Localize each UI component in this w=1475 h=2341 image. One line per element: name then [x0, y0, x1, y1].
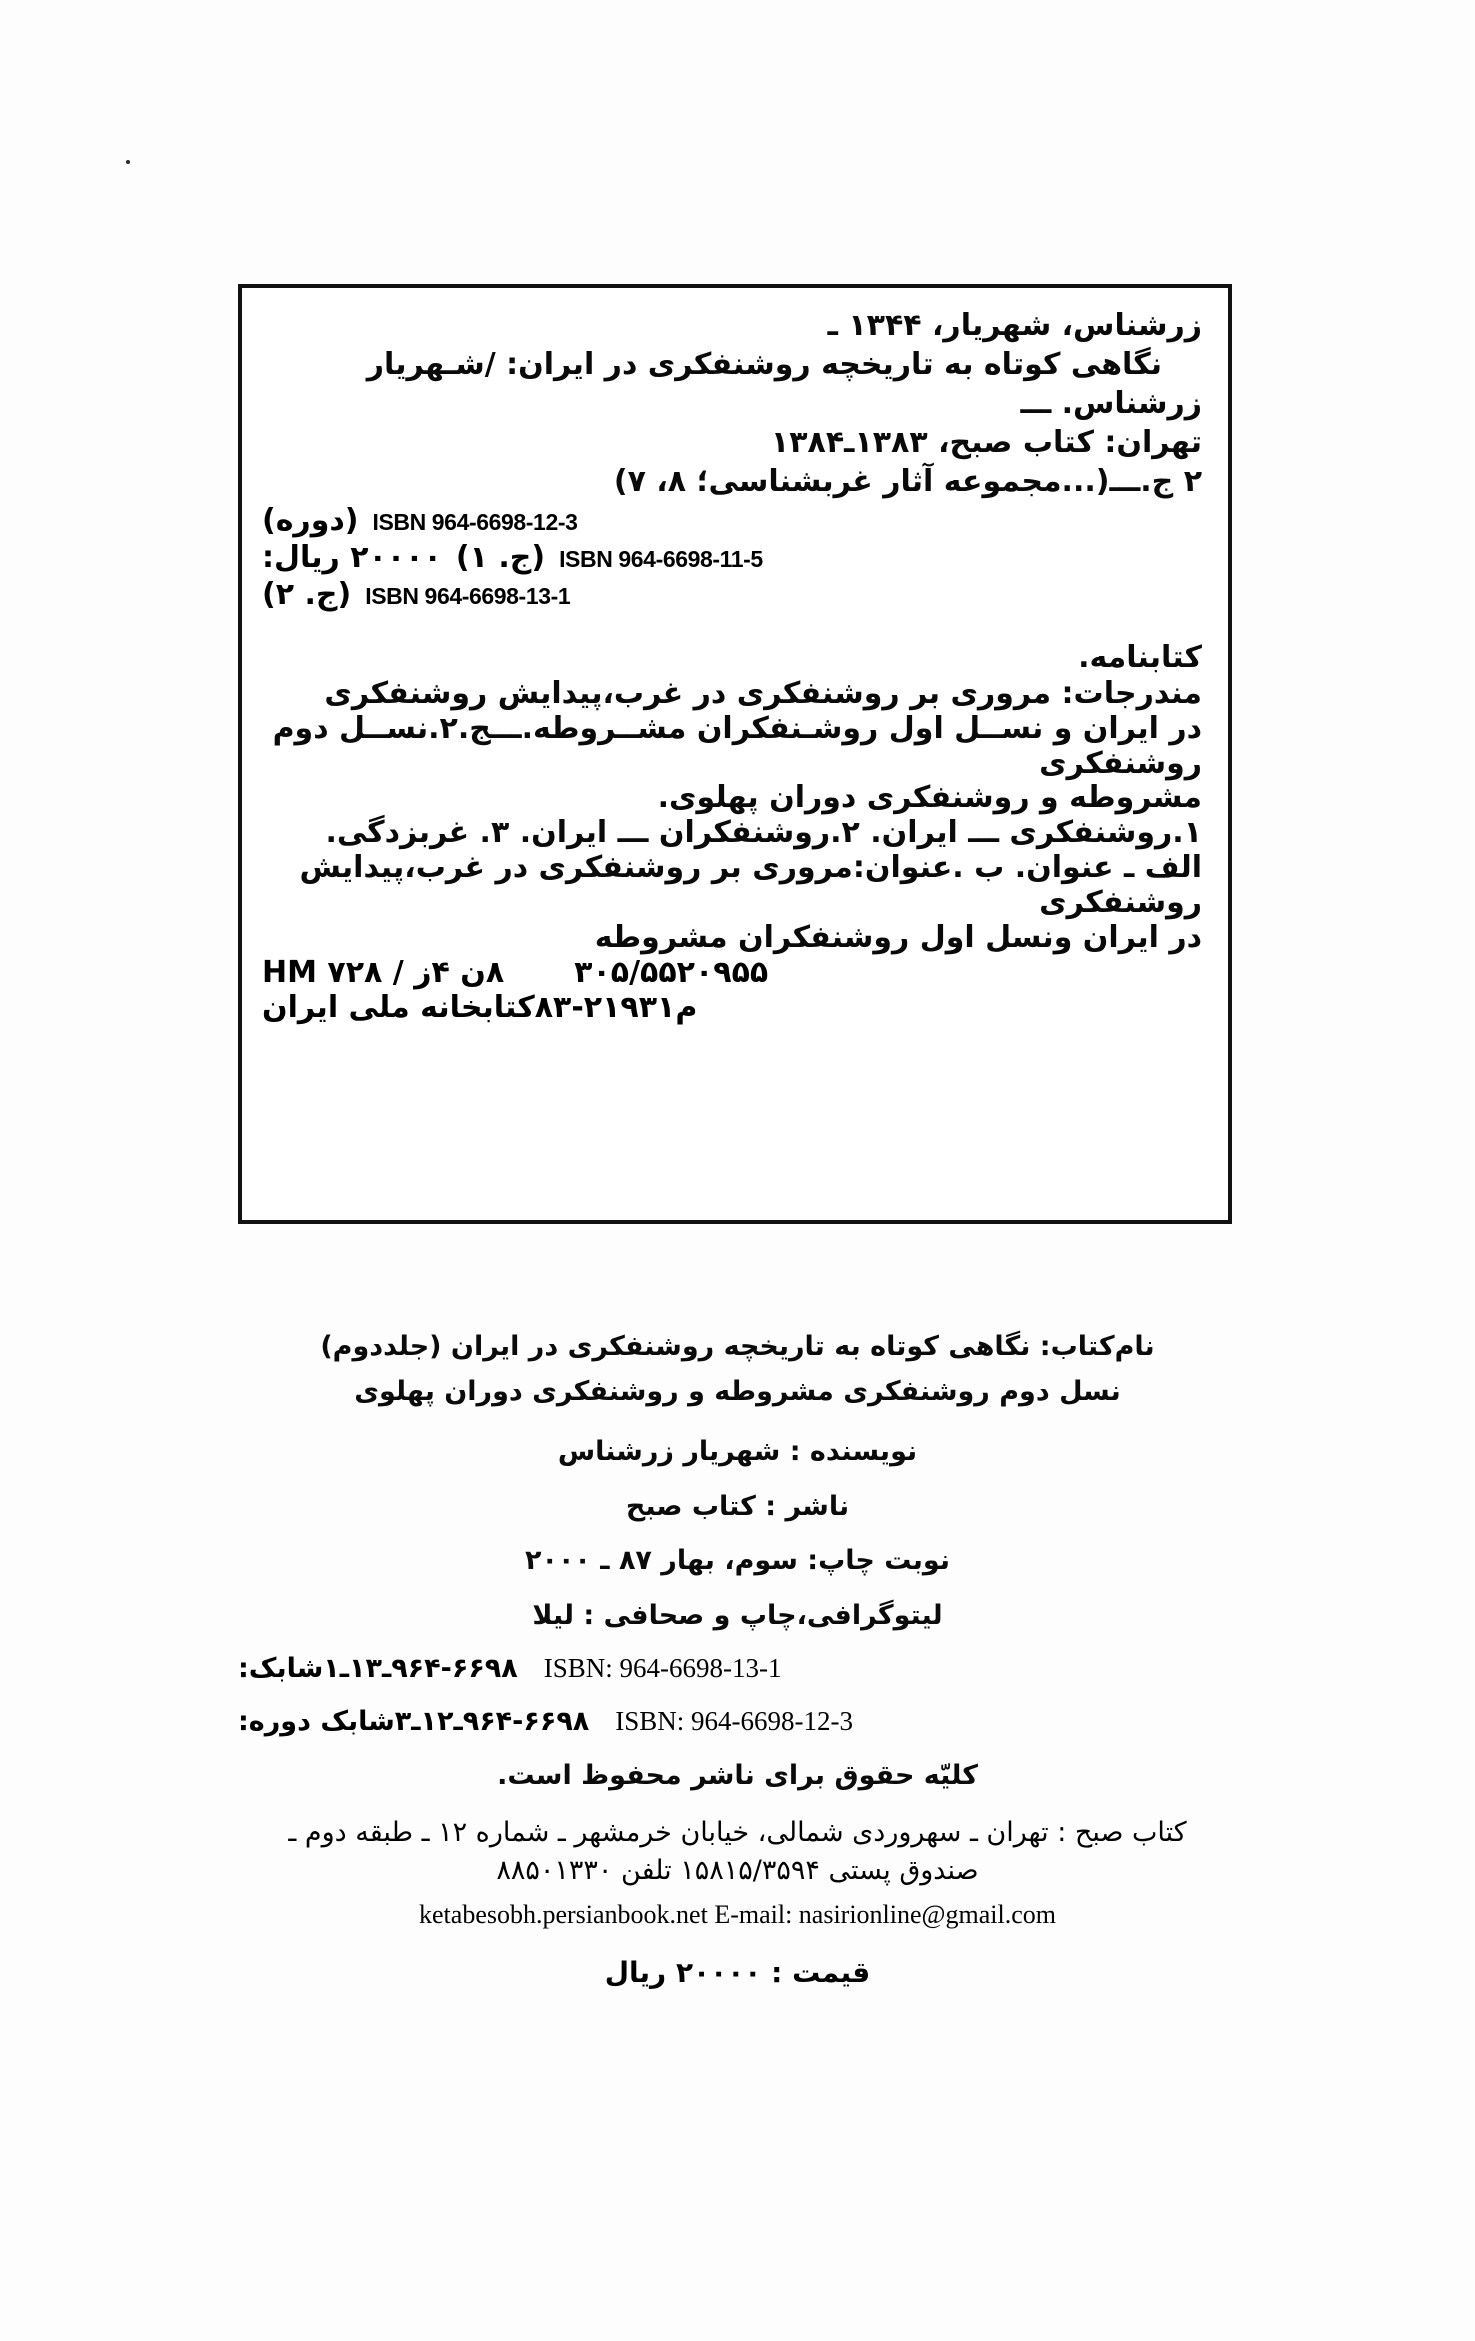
cip-imprint: تهران: کتاب صبح، ۱۳۸۳ـ۱۳۸۴ [770, 425, 1202, 460]
cip-bibliography-note: کتابنامه. [1078, 640, 1202, 675]
colophon-shabak-set-label: شابک دوره: [238, 1706, 395, 1738]
colophon-shabak-label: شابک: [238, 1653, 324, 1685]
colophon-block [238, 1330, 1237, 1989]
cip-added-entry-line-3: در ایران ونسل اول روشنفکران مشروطه [594, 919, 1202, 955]
cip-isbn-volume1-row [262, 540, 1202, 575]
colophon-book-title: نام‌کتاب: نگاهی کوتاه به تاریخچه روشنفکری در ایران (جلددوم) [320, 1331, 1155, 1362]
cip-series-statement: ۲ ج.ـــ(...مجموعه آثار غربشناسی؛ ۸، ۷) [613, 464, 1202, 499]
colophon-shabak-row [238, 1653, 1237, 1684]
cip-added-entry-line-1: الف ـ عنوان. ب .عنوان:مروری بر روشنفکری در غرب،پیدایش [299, 849, 1202, 885]
cip-isbn-volume1-qualifier: (ج. ۱) [455, 540, 546, 575]
cip-isbn-volume2-qualifier: (ج. ۲) [262, 577, 352, 612]
cip-added-entry-line-2: روشنفکری [1039, 884, 1202, 920]
colophon-address-line-1: کتاب صبح : تهران ـ سهروردی شمالی، خیابان خرمشهر ـ شماره ۱۲ ـ طبقه دوم ـ [288, 1816, 1187, 1848]
colophon-web-email: ketabesobh.persianbook.net E-mail: nasirionline@gmail.com [419, 1900, 1056, 1930]
cip-isbn-volume1-number: ISBN 964-6698-11-5 [559, 546, 763, 572]
colophon-shabak-set-row [238, 1706, 1237, 1737]
colophon-publisher: ناشر : کتاب صبح [625, 1490, 850, 1522]
cip-cataloging-box [238, 284, 1232, 1224]
cip-national-library-label: کتابخانه ملی ایران [262, 990, 535, 1026]
colophon-price: قیمت : ۲۰۰۰۰ ریال [604, 1956, 871, 1990]
cip-isbn-set-number: ISBN 964-6698-12-3 [372, 509, 578, 535]
colophon-book-subtitle: نسل دوم روشنفکری مشروطه و روشنفکری دوران پهلوی [354, 1375, 1121, 1407]
colophon-shabak-number: ۹۶۴-۶۶۹۸ـ۱۳ـ۱ [323, 1653, 518, 1685]
cip-contents-line-1: مندرجات: مروری بر روشنفکری در غرب،پیدایش روشنفکری [324, 676, 1202, 711]
colophon-rights-statement: کلیّه حقوق برای ناشر محفوظ است. [497, 1760, 978, 1792]
cip-content [242, 288, 1228, 1220]
cip-call-number-lcc: ۸ن ۴ز / HM ۷۲۸ [262, 955, 505, 991]
cip-author-heading: زرشناس، شهریار، ۱۳۴۴ ـ [827, 308, 1202, 343]
cip-call-number-row [262, 955, 1202, 990]
colophon-lithography: لیتوگرافی،چاپ و صحافی : لیلا [532, 1599, 943, 1631]
scan-speck [126, 160, 130, 164]
cip-isbn-set-qualifier: (دوره) [262, 503, 359, 538]
colophon-shabak-isbn-latin: ISBN: 964-6698-13-1 [543, 1653, 782, 1684]
cip-call-number-dewey: ۳۰۵/۵۵۲۰۹۵۵ [574, 955, 769, 991]
cip-title-statement-continued: زرشناس. ـــ [1020, 386, 1202, 421]
colophon-edition: نوبت چاپ: سوم، بهار ۸۷ ـ ۲۰۰۰ [524, 1545, 950, 1577]
cip-isbn-volume1-price: ۲۰۰۰۰ ریال: [262, 540, 442, 575]
colophon-shabak-set-number: ۹۶۴-۶۶۹۸ـ۱۲ـ۳ [394, 1706, 590, 1738]
cip-isbn-set-row [262, 503, 1202, 538]
cip-contents-line-3: روشنفکری [1039, 745, 1202, 781]
cip-contents-line-2: در ایران و نســل اول روشـنفکران مشــروطه.ـــج.۲.نســل دوم [272, 710, 1202, 746]
cip-subject-headings: ۱.روشنفکری ـــ ایران. ۲.روشنفکران ـــ ایران. ۳. غربزدگی. [325, 815, 1202, 851]
colophon-author: نویسنده : شهریار زرشناس [557, 1436, 918, 1468]
colophon-address-line-2: صندوق پستی ۱۵۸۱۵/۳۵۹۴ تلفن ۸۸۵۰۱۳۳۰ [496, 1855, 979, 1887]
cip-national-library-row [262, 990, 1202, 1025]
cip-contents-line-4: مشروطه و روشنفکری دوران پهلوی. [657, 780, 1202, 816]
cip-registration-number: ۸۳-۲۱۹۳۱م [534, 990, 698, 1026]
colophon-shabak-set-isbn-latin: ISBN: 964-6698-12-3 [615, 1706, 854, 1737]
cip-isbn-volume2-number: ISBN 964-6698-13-1 [365, 583, 571, 609]
cip-title-statement: نگاهی کوتاه به تاریخچه روشنفکری در ایران: /شـهریار [366, 347, 1162, 382]
cip-isbn-volume2-row [262, 577, 1202, 612]
